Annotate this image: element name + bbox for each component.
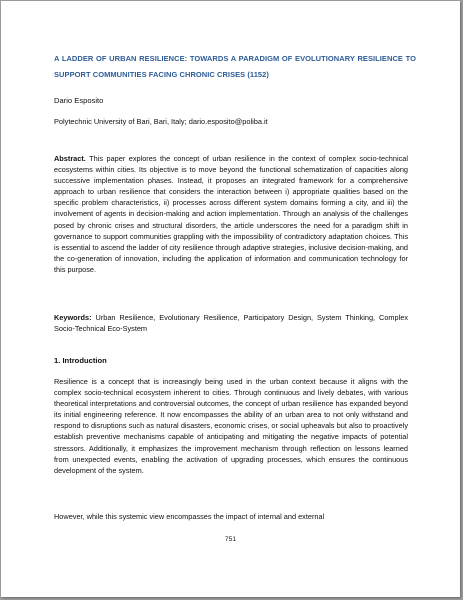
author-affiliation: Polytechnic University of Bari, Bari, Italy; dario.esposito@poliba.it: [54, 117, 268, 126]
keywords: [54, 312, 408, 334]
introduction-paragraph-1: Resilience is a concept that is increasingly being used in the urban context because it aligns with the complex socio-technical ecosystem inherent to cities. Through continuous and lively debates, with various theoretical interpretations and controversial outcomes, the concept of urban resilience has expanded beyond its initial engineering reference. It now encompasses the ability of an urban area to not only withstand and respond to disruptions such as natural disasters, economic crises, or social upheavals but also to proactively establish preventive mechanisms capable of anticipating and mitigating the negative impacts of potential stressors. Additionally, it emphasizes the improvement mechanism through reflection on lessons learned from unexpected events, enabling the activation of upgrading processes, which ensures the continuous development of the system.: [54, 377, 408, 475]
introduction-paragraph-2: However, while this systemic view encompasses the impact of internal and external: [54, 512, 325, 521]
section-heading-introduction: 1. Introduction: [54, 356, 107, 365]
abstract-text: This paper explores the concept of urban resilience in the context of complex socio-technical ecosystems within cities. Its objective is to move beyond the functional schematization of capacities along successive implementation phases. Instead, it proposes an integrated framework for a comprehensive approach to urban resilience that considers the interaction between i) appropriate qualities based on the specific problem characteristics, ii) processes across different system domains forming a city, and iii) the involvement of agents in decision-making and action implementation. Through an analysis of the challenges posed by chronic crises and structural disorders, the article underscores the need for a paradigm shift in governance to support communities grappling with the impossibility of contradictory adaptation choices. This is essential to ascend the ladder of city resilience through adaptive strategies, inclusive decision-making, and the co-generation of innovation, including the application of information and communication technology for this purpose.: [54, 154, 408, 274]
author-name: Dario Esposito: [54, 96, 104, 105]
keywords-text: Urban Resilience, Evolutionary Resilience, Participatory Design, System Thinking, Complex Socio-Technical Eco-System: [54, 313, 408, 334]
abstract-label: Abstract.: [54, 154, 86, 163]
paper-title: A LADDER OF URBAN RESILIENCE: TOWARDS A PARADIGM OF EVOLUTIONARY RESILIENCE TO SUPPORT COMMUNITIES FACING CHRONIC CRISES (1152): [54, 54, 416, 79]
abstract: [54, 153, 408, 275]
page-number: 751: [224, 536, 237, 543]
keywords-label: Keywords:: [54, 313, 92, 322]
paper-page: [1, 1, 460, 597]
